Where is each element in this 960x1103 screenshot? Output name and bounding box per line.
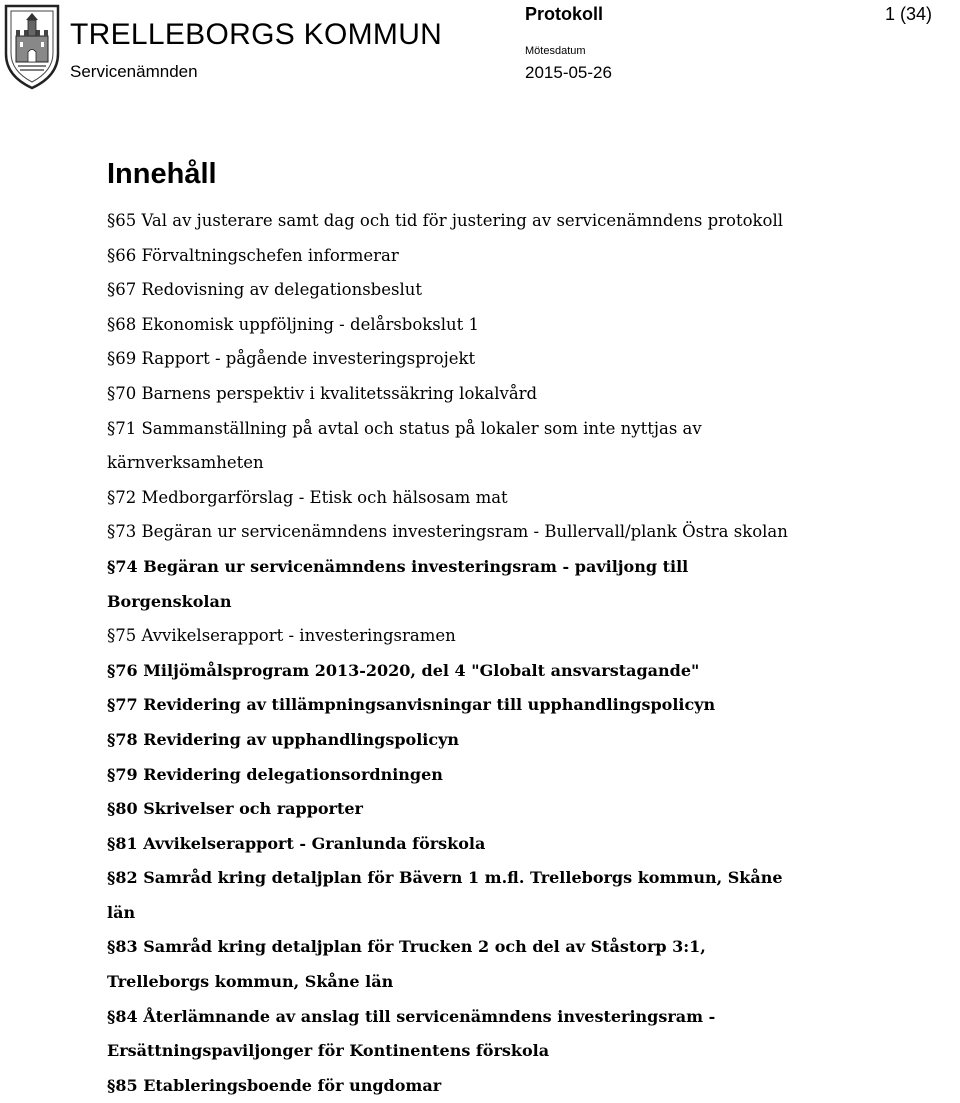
toc-item[interactable]: §80 Skrivelser och rapporter [107, 799, 363, 819]
page-number: 1 (34) [885, 4, 933, 24]
toc-item[interactable]: §85 Etableringsboende för ungdomar [107, 1075, 442, 1095]
document-type: Protokoll [525, 4, 604, 24]
toc-item[interactable]: §79 Revidering delegationsordningen [107, 764, 443, 784]
toc-item[interactable]: §82 Samråd kring detaljplan för Bävern 1 m.fl. Trelleborgs kommun, Skåne län [107, 868, 783, 922]
toc-item[interactable]: §81 Avvikelserapport - Granlunda förskola [107, 833, 486, 853]
toc-item[interactable]: §84 Återlämnande av anslag till servicenämndens investeringsram - Ersättningspaviljonger för Kontinentens förskola [107, 1006, 716, 1061]
toc-item[interactable]: §69 Rapport - pågående investeringsprojekt [107, 349, 476, 369]
contents-heading: Innehåll [107, 158, 217, 190]
toc-item[interactable]: §76 Miljömålsprogram 2013-2020, del 4 "Globalt ansvarstagande" [107, 660, 700, 680]
meeting-date-label: Mötesdatum [525, 45, 586, 57]
toc-item[interactable]: §77 Revidering av tillämpningsanvisningar till upphandlingspolicyn [107, 695, 716, 715]
toc-item[interactable]: §72 Medborgarförslag - Etisk och hälsosam mat [107, 487, 508, 507]
toc-item[interactable]: §73 Begäran ur servicenämndens investeringsram - Bullervall/plank Östra skolan [107, 522, 788, 542]
toc-item[interactable]: §78 Revidering av upphandlingspolicyn [107, 729, 460, 749]
toc-item[interactable]: §74 Begäran ur servicenämndens investeringsram - paviljong till Borgenskolan [107, 556, 689, 611]
toc-item[interactable]: §68 Ekonomisk uppföljning - delårsbokslut 1 [107, 314, 480, 334]
toc-item[interactable]: §83 Samråd kring detaljplan för Trucken 2 och del av Ståstorp 3:1, Trelleborgs kommun, Skåne län [107, 937, 706, 992]
meeting-date: 2015-05-26 [525, 63, 612, 82]
toc-item[interactable]: §70 Barnens perspektiv i kvalitetssäkring lokalvård [107, 383, 538, 403]
toc-item[interactable]: §71 Sammanställning på avtal och status på lokaler som inte nyttjas av kärnverksamheten [107, 418, 702, 473]
department-name: Servicenämnden [70, 62, 198, 81]
table-of-contents [107, 204, 807, 1103]
toc-item[interactable]: §67 Redovisning av delegationsbeslut [107, 280, 423, 300]
toc-item[interactable]: §75 Avvikelserapport - investeringsramen [107, 626, 456, 646]
document-header [0, 0, 960, 100]
toc-item[interactable]: §65 Val av justerare samt dag och tid för justering av servicenämndens protokoll [107, 211, 784, 230]
organization-name: TRELLEBORGS KOMMUN [70, 18, 443, 51]
coat-of-arms-icon [2, 2, 62, 90]
toc-item[interactable]: §66 Förvaltningschefen informerar [107, 245, 399, 265]
